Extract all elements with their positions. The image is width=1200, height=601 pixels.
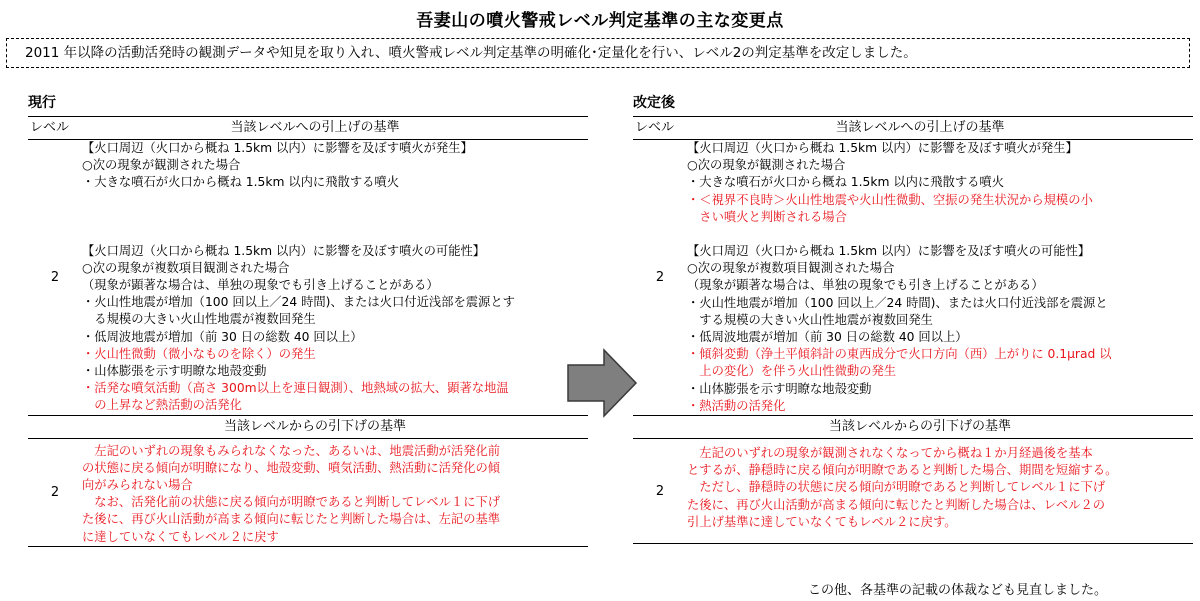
criteria-line: ・山体膨張を示す明瞭な地殻変動 (82, 364, 267, 379)
criteria-line: ・火山性地震が増加（100 回以上／24 時間)、または火口付近浅部を震源と (687, 295, 1108, 310)
criteria-line: に達していなくてもレベル２に戻す (82, 529, 279, 544)
criteria-line: 【火口周辺（火口から概ね 1.5km 以内）に影響を及ぼす噴火の可能性】 (82, 243, 486, 258)
criteria-line: ・傾斜変動（浄土平傾斜計の東西成分で火口方向（西）上がりに 0.1μrad 以 (687, 347, 1112, 362)
criteria-line: 【火口周辺（火口から概ね 1.5km 以内）に影響を及ぼす噴火が発生】 (82, 141, 473, 155)
criteria-line: ・＜視界不良時＞火山性地震や火山性微動、空振の発生状況から規模の小 (687, 192, 1093, 207)
summary-box: 2011 年以降の活動活発時の観測データや知見を取り入れ、噴火警戒レベル判定基準の明確化･定量化を行い、レベル2の判定基準を改定しました。 (6, 38, 1190, 68)
criteria-line: ○次の現象が観測された場合 (687, 158, 846, 173)
revised-heading: 改定後 (633, 95, 675, 111)
current-raise-block2 (82, 243, 588, 415)
current-table-header (28, 116, 588, 140)
criteria-line: の状態に戻る傾向が明瞭になり、地殻変動、噴気活動、熱活動に活発化の傾 (82, 460, 501, 475)
criteria-line: ○次の現象が複数項目観測された場合 (687, 261, 895, 276)
criteria-line: ・活発な噴気活動（高さ 300m以上を連日観測）、地熱域の拡大、顕著な地温 (82, 381, 509, 396)
revised-col-lower: 当該レベルからの引下げの基準 (633, 416, 1193, 439)
current-raise-block1 (82, 140, 588, 192)
criteria-line: た後に、再び火山活動が高まる傾向に転じたと判断した場合は、左記の基準 (82, 512, 501, 527)
criteria-line: 左記のいずれの現象が観測されなくなってから概ね１か月経過後を基本 (687, 446, 1093, 461)
criteria-line: （現象が顕著な場合は、単独の現象でも引き上げることがある） (82, 278, 439, 293)
revised-table-header (633, 116, 1193, 140)
criteria-line: る規模の大きい火山性地震が複数回発生 (82, 312, 316, 327)
current-col-lower: 当該レベルからの引下げの基準 (28, 416, 588, 439)
criteria-line: ・大きな噴石が火口から概ね 1.5km 以内に飛散する噴火 (687, 175, 1005, 190)
revised-lower-row (633, 439, 1193, 544)
current-raise-content (82, 140, 588, 415)
current-col-level: レベル (30, 120, 70, 135)
criteria-line: さい噴火と判断される場合 (687, 209, 847, 224)
criteria-line: 上の変化）を伴う火山性微動の発生 (687, 364, 897, 379)
criteria-line: た後に、再び火山活動が高まる傾向に転じたと判断した場合は、レベル２の (687, 497, 1106, 512)
criteria-line: なお、活発化前の状態に戻る傾向が明瞭であると判断してレベル１に下げ (82, 495, 501, 510)
revised-lower-level: 2 (655, 483, 665, 499)
current-lower-level: 2 (50, 484, 60, 500)
page-title: 吾妻山の噴火警戒レベル判定基準の主な変更点 (416, 11, 784, 31)
criteria-line: ○次の現象が複数項目観測された場合 (82, 260, 290, 275)
criteria-line: （現象が顕著な場合は、単独の現象でも引き上げることがある） (687, 278, 1044, 293)
criteria-line: ・大きな噴石が火口から概ね 1.5km 以内に飛散する噴火 (82, 175, 400, 190)
criteria-line: ・低周波地震が増加（前 30 日の総数 40 回以上） (687, 330, 968, 345)
revised-col-level: レベル (635, 120, 675, 135)
revised-raise-block1 (687, 140, 1193, 226)
current-raise-level: 2 (50, 269, 60, 285)
current-raise-row (28, 140, 588, 416)
criteria-line: ・火山性微動（微小なものを除く）の発生 (82, 346, 316, 361)
criteria-line: 【火口周辺（火口から概ね 1.5km 以内）に影響を及ぼす噴火が発生】 (687, 141, 1078, 155)
revised-raise-row (633, 140, 1193, 416)
criteria-line: の上昇など熱活動の活発化 (82, 398, 242, 413)
current-heading: 現行 (28, 95, 56, 111)
criteria-line: ただし、静穏時の状態に戻る傾向が明瞭であると判断してレベル１に下げ (687, 480, 1106, 495)
current-lower-content (82, 439, 588, 546)
footer-note: この他、各基準の記載の体裁なども見直しました。 (808, 583, 1108, 598)
criteria-line: ・低周波地震が増加（前 30 日の総数 40 回以上） (82, 329, 363, 344)
revised-lower-content (687, 439, 1193, 543)
criteria-line: 向がみられない場合 (82, 478, 193, 493)
criteria-line: ・火山性地震が増加（100 回以上／24 時間)、または火口付近浅部を震源とす (82, 295, 515, 310)
right-arrow-icon (566, 348, 638, 418)
current-col-raise: 当該レベルへの引上げの基準 (230, 120, 400, 135)
criteria-line: ○次の現象が観測された場合 (82, 158, 241, 173)
criteria-line: 左記のいずれの現象もみられなくなった、あるいは、地震活動が活発化前 (82, 443, 501, 458)
revised-raise-content (687, 140, 1193, 415)
criteria-line: 【火口周辺（火口から概ね 1.5km 以内）に影響を及ぼす噴火の可能性】 (687, 244, 1091, 259)
criteria-line: とするが、静穏時に戻る傾向が明瞭であると判断した場合、期間を短縮する。 (687, 463, 1118, 478)
criteria-line: ・熱活動の活発化 (687, 398, 786, 413)
current-lower-row (28, 439, 588, 547)
criteria-line: ・山体膨張を示す明瞭な地殻変動 (687, 381, 872, 396)
revised-panel (633, 94, 1193, 544)
revised-raise-block2 (687, 243, 1193, 415)
revised-col-raise: 当該レベルへの引上げの基準 (835, 120, 1005, 135)
revised-raise-level: 2 (655, 270, 665, 286)
current-panel (28, 94, 588, 547)
criteria-line: 引上げ基準に達していなくてもレベル２に戻す。 (687, 514, 957, 529)
criteria-line: する規模の大きい火山性地震が複数回発生 (687, 312, 933, 327)
